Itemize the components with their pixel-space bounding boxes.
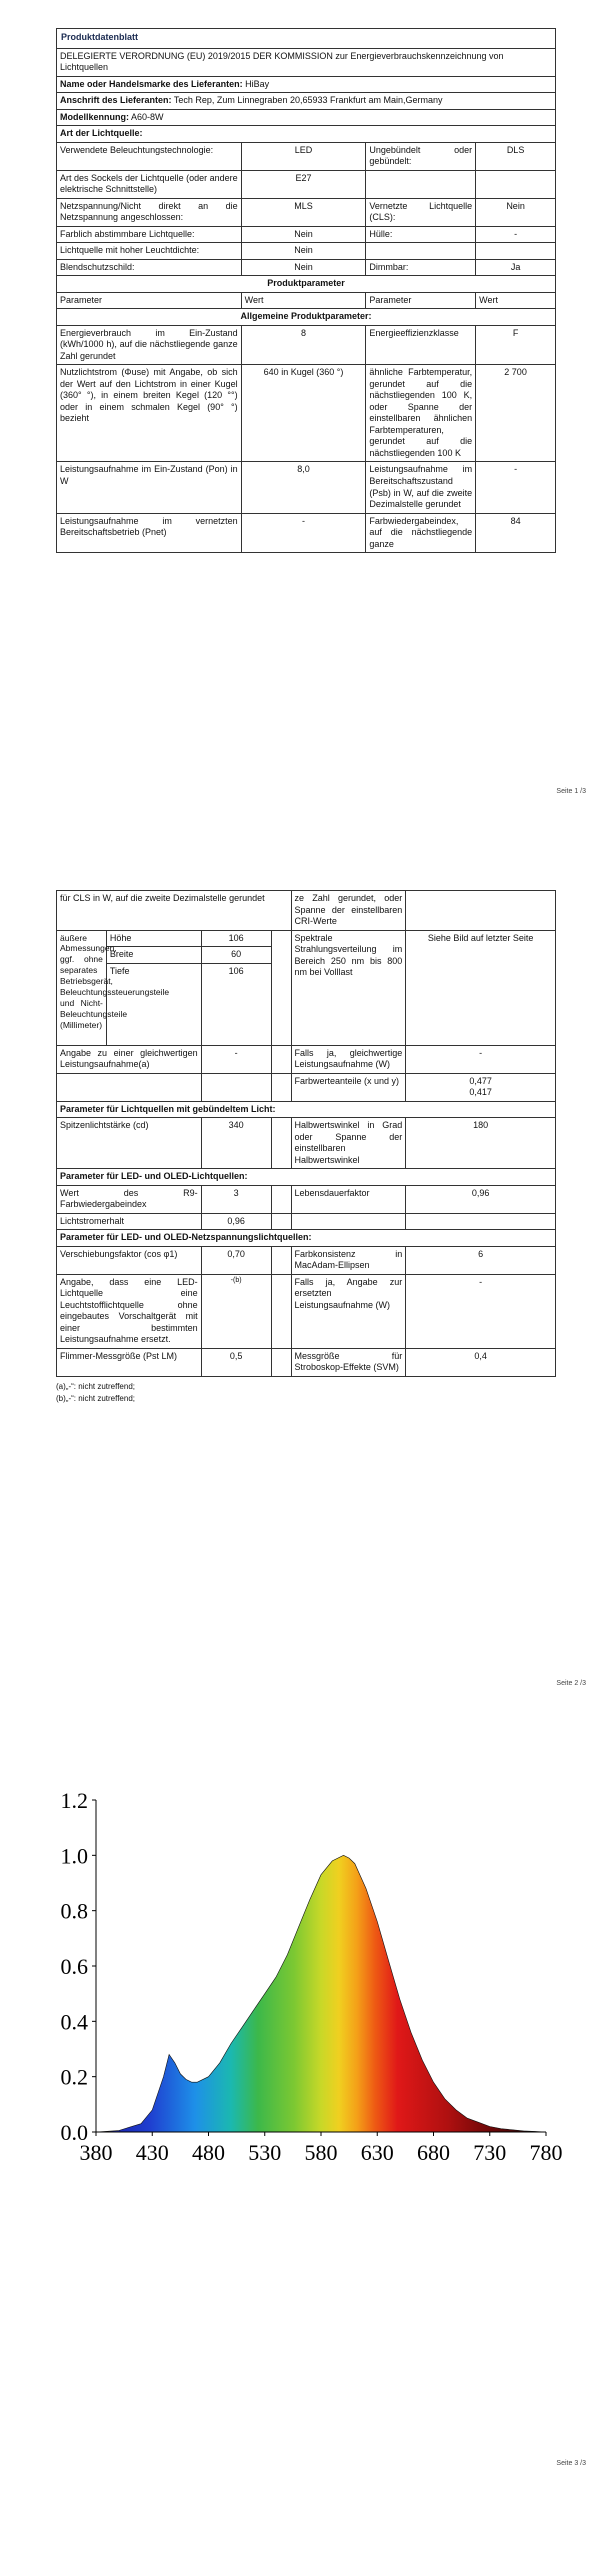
y-tick-label: 0.6 <box>60 1954 88 1979</box>
x-tick-label: 580 <box>304 2140 338 2165</box>
cell-empty <box>476 170 556 198</box>
cell-label: Angabe, dass eine LED-Lichtquelle eine Leuchtstofflichtquelle ohne eingebautes Vorschaltgerät mit einer bestimmten Leistungsaufnahme ersetzt. <box>57 1274 202 1348</box>
cell-value: E27 <box>241 170 366 198</box>
y-tick-label: 0.0 <box>60 2120 88 2145</box>
cell-value: Nein <box>476 198 556 226</box>
cell-empty <box>406 1213 556 1230</box>
light-source-type-header: Art der Lichtquelle: <box>57 126 556 143</box>
col-header: Wert <box>241 292 366 309</box>
led-params-header: Parameter für LED- und OLED-Lichtquellen: <box>57 1169 556 1186</box>
cell-value: 3 <box>201 1185 271 1213</box>
page-number: Seite 3 /3 <box>556 2460 586 2467</box>
cell-empty <box>366 243 476 260</box>
cell-value: 180 <box>406 1118 556 1169</box>
y-tick-label: 0.8 <box>60 1898 88 1924</box>
product-data-table-1 <box>56 28 556 553</box>
cell-label: Ungebündelt oder gebündelt: <box>366 142 476 170</box>
model-row: Modellkennung: A60-8W <box>57 109 556 126</box>
cell-value: - <box>476 462 556 513</box>
cell-empty <box>476 243 556 260</box>
cell-empty <box>271 1045 291 1073</box>
y-tick-label: 1.2 <box>60 1788 88 1813</box>
cell-value: 0,5 <box>201 1348 271 1376</box>
cell-value: DLS <box>476 142 556 170</box>
cell-label: Leistungsaufnahme im vernetzten Bereitschaftsbetrieb (Pnet) <box>57 513 242 553</box>
cell-label: Angabe zu einer gleichwertigen Leistungsaufnahme(a) <box>57 1045 202 1073</box>
cell-value: 0,70 <box>201 1246 271 1274</box>
regulation-text: DELEGIERTE VERORDNUNG (EU) 2019/2015 DER KOMMISSION zur Energieverbrauchskennzeichnung von Lichtquellen <box>57 48 556 76</box>
x-tick-label: 780 <box>529 2140 563 2165</box>
cell-value: - <box>406 1045 556 1073</box>
cell-label: Spektrale Strahlungsverteilung im Bereich 250 nm bis 800 nm bei Volllast <box>291 930 406 1045</box>
footnote-a: (a)„-“: nicht zutreffend; <box>56 1381 135 1391</box>
cell-empty <box>57 1073 202 1101</box>
x-tick-label: 480 <box>192 2140 225 2165</box>
cell-empty <box>271 1073 291 1101</box>
cell-label: Nutzlichtstrom (Φuse) mit Angabe, ob sich der Wert auf den Lichtstrom in einer Kugel (360° °), in einem breiten Kegel (120 °°) oder in einem schmalen Kegel (90° °) bezieht <box>57 365 242 462</box>
cell-empty <box>366 170 476 198</box>
x-tick-label: 680 <box>417 2140 450 2165</box>
cell-value: 340 <box>201 1118 271 1169</box>
cell-value: Ja <box>476 259 556 276</box>
supplier-address-row: Anschrift des Lieferanten: Tech Rep, Zum Linnegraben 20,65933 Frankfurt am Main,Germany <box>57 93 556 110</box>
cell-empty <box>271 1246 291 1274</box>
cell-label: Blendschutzschild: <box>57 259 242 276</box>
dim-width-label: Breite <box>106 947 201 964</box>
cell-label: Farbkonsistenz in MacAdam-Ellipsen <box>291 1246 406 1274</box>
cell-label: für CLS in W, auf die zweite Dezimalstelle gerundet <box>57 891 292 931</box>
page-3 <box>56 1788 586 2467</box>
x-tick-label: 730 <box>473 2140 507 2165</box>
cell-value: 0,4 <box>406 1348 556 1376</box>
dls-params-header: Parameter für Lichtquellen mit gebündeltem Licht: <box>57 1101 556 1118</box>
cell-value: 8,0 <box>241 462 366 513</box>
cell-value: 0,96 <box>406 1185 556 1213</box>
supplier-name-row: Name oder Handelsmarke des Lieferanten: HiBay <box>57 76 556 93</box>
cell-label: Netzspannung/Nicht direkt an die Netzspannung angeschlossen: <box>57 198 242 226</box>
cell-value: Siehe Bild auf letzter Seite <box>406 930 556 1045</box>
cell-label: Verschiebungsfaktor (cos φ1) <box>57 1246 202 1274</box>
cell-empty <box>271 1185 291 1213</box>
cell-label: Lichtstromerhalt <box>57 1213 202 1230</box>
cell-label: ze Zahl gerundet, oder Spanne der einstellbaren CRI-Werte <box>291 891 406 931</box>
cell-value: - <box>201 1045 271 1073</box>
x-tick-label: 430 <box>135 2140 169 2165</box>
col-header: Parameter <box>366 292 476 309</box>
spectrum-chart <box>56 1788 563 2210</box>
cell-label: Energieverbrauch im Ein-Zustand (kWh/1000 h), auf die nächstliegende ganze Zahl gerundet <box>57 325 242 365</box>
cell-value: - <box>476 226 556 243</box>
col-header: Wert <box>476 292 556 309</box>
cell-label: Lebensdauerfaktor <box>291 1185 406 1213</box>
page-number: Seite 1 /3 <box>556 788 586 795</box>
chromaticity-values: 0,477 0,417 <box>406 1073 556 1101</box>
cell-label: Energieeffizienzklasse <box>366 325 476 365</box>
col-header: Parameter <box>57 292 242 309</box>
cell-label: Wert des R9-Farbwiedergabeindex <box>57 1185 202 1213</box>
cell-value: -(b) <box>201 1274 271 1348</box>
cell-value: F <box>476 325 556 365</box>
cell-value: - <box>241 513 366 553</box>
cell-empty <box>271 1274 291 1348</box>
cell-value: Nein <box>241 243 366 260</box>
footnote-b: (b)„-“: nicht zutreffend; <box>56 1393 135 1403</box>
mls-params-header: Parameter für LED- und OLED-Netzspannungslichtquellen: <box>57 1230 556 1247</box>
cell-label: Lichtquelle mit hoher Leuchtdichte: <box>57 243 242 260</box>
dim-height-label: Höhe <box>106 930 201 947</box>
x-tick-label: 530 <box>248 2140 282 2165</box>
dim-depth-label: Tiefe <box>106 963 201 1045</box>
product-params-header: Produktparameter <box>57 276 556 293</box>
cell-value: 2 700 <box>476 365 556 462</box>
cell-label: Verwendete Beleuchtungstechnologie: <box>57 142 242 170</box>
cell-value: Nein <box>241 226 366 243</box>
footnotes <box>56 1381 556 1405</box>
cell-value: 8 <box>241 325 366 365</box>
cell-label: Vernetzte Lichtquelle (CLS): <box>366 198 476 226</box>
general-params-header: Allgemeine Produktparameter: <box>57 309 556 326</box>
page-1 <box>56 28 586 795</box>
cell-empty <box>291 1213 406 1230</box>
cell-value: Nein <box>241 259 366 276</box>
cell-value: 0,96 <box>201 1213 271 1230</box>
y-tick-label: 0.4 <box>60 2009 88 2035</box>
cell-empty <box>271 1348 291 1376</box>
cell-label: Messgröße für Stroboskop-Effekte (SVM) <box>291 1348 406 1376</box>
cell-label: Spitzenlichtstärke (cd) <box>57 1118 202 1169</box>
sheet-title: Produktdatenblatt <box>57 29 556 49</box>
cell-label: Leistungsaufnahme im Bereitschaftszustand (Psb) in W, auf die zweite Dezimalstelle gerundet <box>366 462 476 513</box>
dimensions-label: äußere Abmessungen, ggf. ohne separates Betriebsgerät, Beleuchtungssteuerungsteile und Nicht-Beleuchtungsteile (Millimeter) <box>57 930 107 1045</box>
cell-empty <box>271 1213 291 1230</box>
x-tick-label: 380 <box>79 2140 113 2165</box>
cell-label: Dimmbar: <box>366 259 476 276</box>
cell-label: Farbwerteanteile (x und y) <box>291 1073 406 1101</box>
cell-value: 6 <box>406 1246 556 1274</box>
dim-depth-value: 106 <box>201 963 271 1045</box>
product-data-table-2 <box>56 890 556 1377</box>
cell-empty <box>406 891 556 931</box>
cell-value: MLS <box>241 198 366 226</box>
cell-empty <box>271 930 291 1045</box>
cell-label: Farblich abstimmbare Lichtquelle: <box>57 226 242 243</box>
cell-label: Leistungsaufnahme im Ein-Zustand (Pon) in W <box>57 462 242 513</box>
y-tick-label: 0.2 <box>60 2064 88 2090</box>
cell-empty <box>201 1073 271 1101</box>
x-tick-label: 630 <box>360 2140 394 2165</box>
page-number: Seite 2 /3 <box>556 1680 586 1687</box>
cell-label: Halbwertswinkel in Grad oder Spanne der einstellbaren Halbwertswinkel <box>291 1118 406 1169</box>
cell-value: LED <box>241 142 366 170</box>
dim-width-value: 60 <box>201 947 271 964</box>
cell-label: Hülle: <box>366 226 476 243</box>
cell-value: 640 in Kugel (360 °) <box>241 365 366 462</box>
cell-label: Falls ja, gleichwertige Leistungsaufnahme (W) <box>291 1045 406 1073</box>
cell-empty <box>271 1118 291 1169</box>
y-tick-label: 1.0 <box>60 1843 88 1869</box>
cell-label: ähnliche Farbtemperatur, gerundet auf die nächstliegenden 100 K, oder Spanne der einstellbaren ähnlichen Farbtemperaturen, gerundet auf die nächstliegenden 100 K <box>366 365 476 462</box>
cell-label: Falls ja, Angabe zur ersetzten Leistungsaufnahme (W) <box>291 1274 406 1348</box>
cell-label: Farbwiedergabeindex, auf die nächstliegende ganze <box>366 513 476 553</box>
cell-value: 84 <box>476 513 556 553</box>
spectrum-area <box>96 1855 546 2132</box>
cell-label: Flimmer-Messgröße (Pst LM) <box>57 1348 202 1376</box>
dim-height-value: 106 <box>201 930 271 947</box>
cell-label: Art des Sockels der Lichtquelle (oder andere elektrische Schnittstelle) <box>57 170 242 198</box>
page-2 <box>56 890 586 1687</box>
cell-value: - <box>406 1274 556 1348</box>
